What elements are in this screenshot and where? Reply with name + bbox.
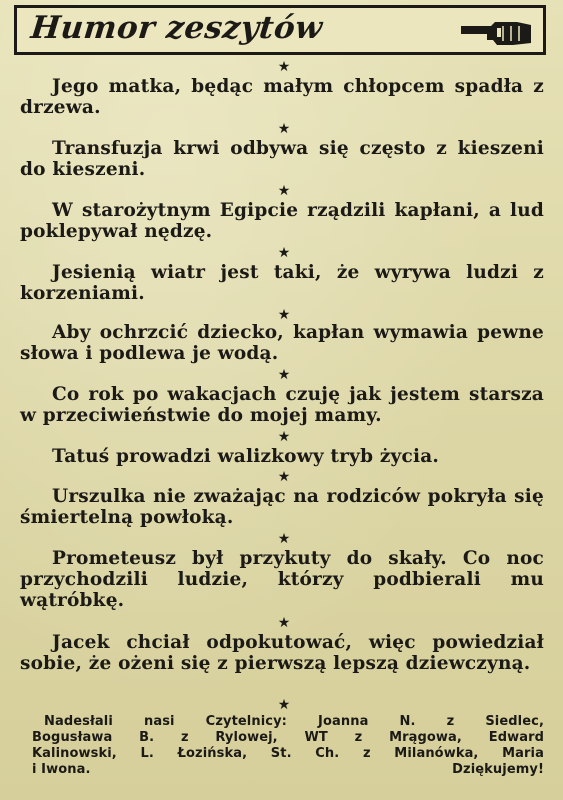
separator-star: ★	[277, 469, 291, 485]
credits-line: Kalinowski, L. Łozińska, St. Ch. z Milanówka, Maria	[32, 746, 544, 761]
joke-item: Tatuś prowadzi walizkowy tryb życia.	[52, 446, 440, 467]
column-title: Humor zeszytów	[29, 10, 325, 46]
credits-line: Nadesłali nasi Czytelnicy: Joanna N. z Siedlec,	[44, 714, 544, 729]
separator-star: ★	[277, 121, 291, 137]
joke-item: W starożytnym Egipcie rządzili kapłani, a lud poklepywał nędzę.	[20, 200, 544, 242]
joke-item: Co rok po wakacjach czuję jak jestem starsza w przeciwieństwie do mojej mamy.	[20, 384, 544, 426]
credits-line-last	[32, 762, 544, 778]
separator-star: ★	[277, 429, 291, 445]
pointing-hand-icon	[457, 16, 535, 48]
joke-item: Jego matka, będąc małym chłopcem spadła z drzewa.	[20, 76, 544, 118]
joke-item: Prometeusz był przykuty do skały. Co noc przychodzili ludzie, którzy podbierali mu wątróbkę.	[20, 548, 544, 611]
joke-item: Aby ochrzcić dziecko, kapłan wymawia pewne słowa i podlewa je wodą.	[20, 322, 544, 364]
separator-star: ★	[277, 245, 291, 261]
joke-item: Jacek chciał odpokutować, więc powiedział sobie, że ożeni się z pierwszą lepszą dziewczyną.	[20, 632, 544, 674]
joke-item: Urszulka nie zważając na rodziców pokryła się śmiertelną powłoką.	[20, 486, 544, 528]
joke-item: Jesienią wiatr jest taki, że wyrywa ludzi z korzeniami.	[20, 262, 544, 304]
separator-star: ★	[277, 59, 291, 75]
separator-star: ★	[277, 615, 291, 631]
joke-item: Transfuzja krwi odbywa się często z kieszeni do kieszeni.	[20, 138, 544, 180]
thanks-text: Dziękujemy!	[452, 762, 544, 777]
separator-star: ★	[277, 367, 291, 383]
separator-star: ★	[277, 697, 291, 713]
separator-star: ★	[277, 531, 291, 547]
separator-star: ★	[277, 307, 291, 323]
reader-credits	[32, 714, 544, 778]
credits-line: Bogusława B. z Rylowej, WT z Mrągowa, Edward	[32, 730, 544, 745]
column-header	[14, 5, 546, 55]
credits-line: i Iwona.	[32, 762, 91, 777]
separator-star: ★	[277, 183, 291, 199]
